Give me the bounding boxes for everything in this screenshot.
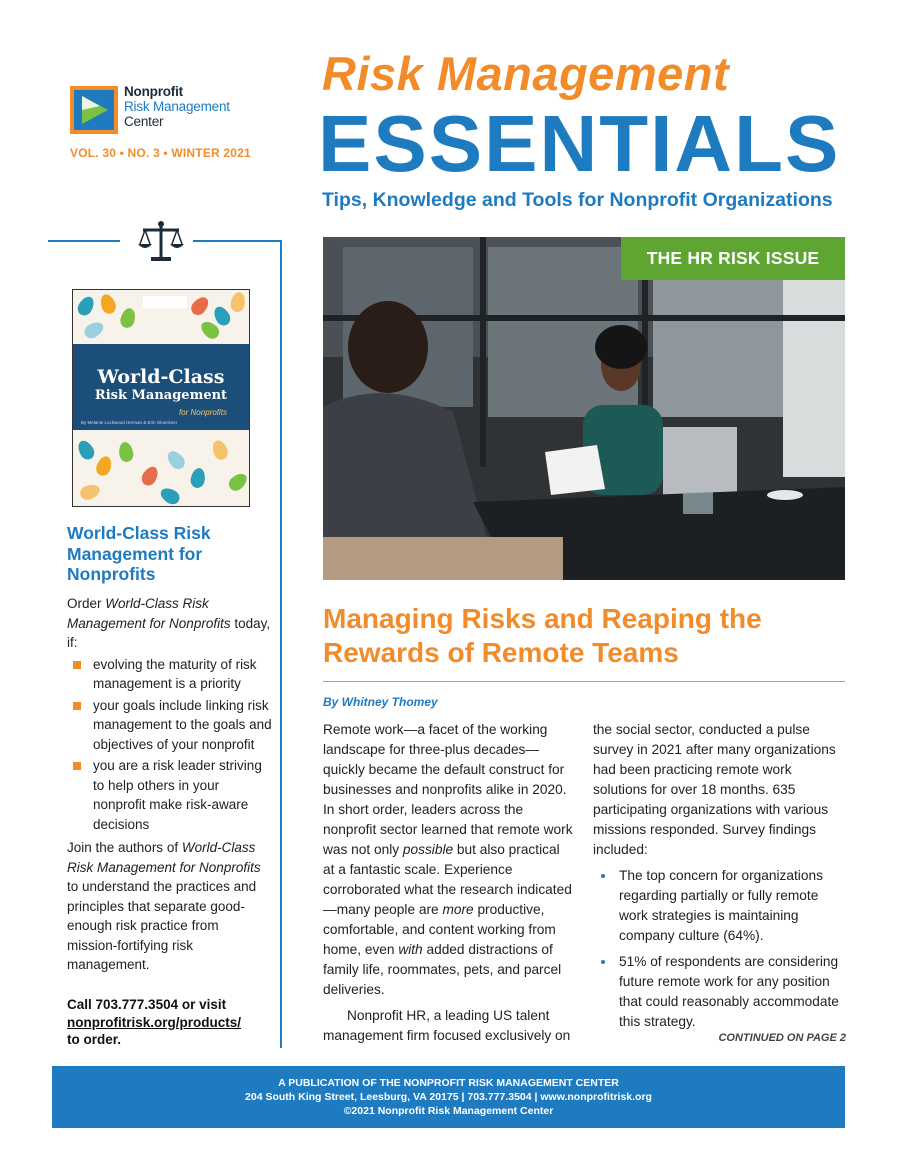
findings-list — [593, 866, 843, 1032]
sidebar-body — [67, 594, 272, 977]
logo-line-2: Risk Management — [124, 99, 230, 114]
square-bullet-icon — [73, 702, 81, 710]
sidebar-divider-vertical — [280, 240, 282, 1048]
book-title-2: Risk Management — [94, 388, 228, 403]
text-run: added distractions of family life, roommates, pets, and parcel deliveries. — [323, 942, 562, 997]
newsletter-title-top: Risk Management — [322, 47, 730, 100]
footer-line-1: A PUBLICATION OF THE NONPROFIT RISK MANAGEMENT CENTER — [278, 1077, 619, 1089]
article-column-2 — [593, 720, 843, 1038]
org-logo — [70, 84, 260, 136]
list-item — [73, 655, 272, 694]
book-title-1: World-Class — [97, 366, 225, 388]
text-emphasis: possible — [402, 842, 454, 857]
newsletter-tagline: Tips, Knowledge and Tools for Nonprofit Organizations — [322, 189, 833, 211]
sidebar-call-to-action — [67, 996, 272, 1049]
article-headline: Managing Risks and Reaping the Rewards of Remote Teams — [323, 603, 762, 668]
text-run: Remote work—a facet of the working landscape for three-plus decades—quickly became the default construct for businesses and nonprofits alike in 2020. In short order, leaders across the nonprofit sector learned that remote work was not only — [323, 722, 573, 857]
sidebar-intro — [67, 594, 272, 653]
list-item — [73, 696, 272, 755]
cta-line-1: Call 703.777.3504 or visit — [67, 997, 227, 1012]
book-cover[interactable] — [72, 289, 250, 507]
book-title-3: for Nonprofits — [178, 408, 227, 417]
publication-footer — [52, 1066, 845, 1128]
cta-line-3: to order. — [67, 1032, 122, 1047]
sidebar-join — [67, 838, 272, 975]
intro-suffix: today, if: — [67, 615, 271, 650]
issue-info: VOL. 30 • NO. 3 • WINTER 2021 — [70, 146, 251, 160]
square-bullet-icon — [73, 762, 81, 770]
logo-line-3: Center — [124, 114, 164, 129]
text-emphasis: more — [442, 902, 474, 917]
text-emphasis: with — [398, 942, 423, 957]
headline-divider — [323, 681, 845, 682]
text-run: productive, comfortable, and content working from home, even — [323, 902, 556, 957]
logo-text — [124, 84, 230, 129]
square-bullet-icon — [73, 661, 81, 669]
article-column-1 — [323, 720, 573, 1046]
article-paragraph: the social sector, conducted a pulse survey in 2021 after many organizations had been practicing remote work solutions for over 18 months. 635 participating organizations with various missions responded. Survey findings included: — [593, 722, 836, 857]
list-item-text: you are a risk leader striving to help others in your nonprofit make risk-aware decisions — [93, 758, 262, 832]
text-run: but also practical at a fantastic scale. Experience corroborated what the research indicated—many people are — [323, 842, 572, 917]
list-item-text: 51% of respondents are considering future remote work for any position that could reasonably accommodate this strategy. — [619, 954, 839, 1029]
list-item-text: your goals include linking risk management to the goals and objectives of your nonprofit — [93, 697, 272, 752]
continued-note[interactable]: CONTINUED ON PAGE 2 — [718, 1032, 846, 1044]
article-paragraph — [323, 720, 573, 1000]
list-item-text: evolving the maturity of risk management is a priority — [93, 656, 257, 691]
book-authors: By Melanie Lockwood Herman & Erin Gloeckner — [81, 420, 178, 425]
sidebar-divider-left — [48, 240, 120, 242]
article-paragraph: Nonprofit HR, a leading US talent management firm focused exclusively on — [323, 1008, 571, 1043]
join-suffix: to understand the practices and principles that separate good-enough risk practice from mission-fortifying risk management. — [67, 879, 257, 972]
sidebar-list — [73, 655, 272, 835]
newsletter-title-main: ESSENTIALS — [318, 99, 841, 188]
footer-copyright: ©2021 Nonprofit Risk Management Center — [343, 1105, 554, 1117]
intro-prefix: Order — [67, 596, 106, 611]
footer-address: 204 South King Street, Leesburg, VA 20175 | 703.777.3504 | www.nonprofitrisk.org — [245, 1091, 652, 1103]
logo-line-1: Nonprofit — [124, 84, 183, 99]
issue-theme-badge: THE HR RISK ISSUE — [621, 237, 845, 280]
list-item-text: The top concern for organizations regarding partially or fully remote work strategies is maintaining company culture (64%). — [619, 868, 823, 943]
bullet-icon — [601, 960, 605, 964]
products-link[interactable]: nonprofitrisk.org/products/ — [67, 1014, 241, 1030]
bullet-icon — [601, 874, 605, 878]
book-publisher-logo — [143, 296, 187, 308]
scale-icon — [137, 218, 185, 264]
article-byline: By Whitney Thomey — [323, 695, 438, 709]
list-item — [593, 952, 843, 1032]
feature-photo — [323, 237, 845, 580]
join-book-title: World-Class Risk Management for Nonprofits — [67, 840, 261, 875]
logo-mark-icon — [70, 86, 118, 134]
list-item — [593, 866, 843, 946]
join-prefix: Join the authors of — [67, 840, 182, 855]
sidebar-divider-right — [193, 240, 281, 242]
intro-book-title: World-Class Risk Management for Nonprofits — [67, 596, 231, 631]
sidebar-heading: World-Class Risk Management for Nonprofits — [67, 523, 211, 584]
list-item — [73, 756, 272, 834]
